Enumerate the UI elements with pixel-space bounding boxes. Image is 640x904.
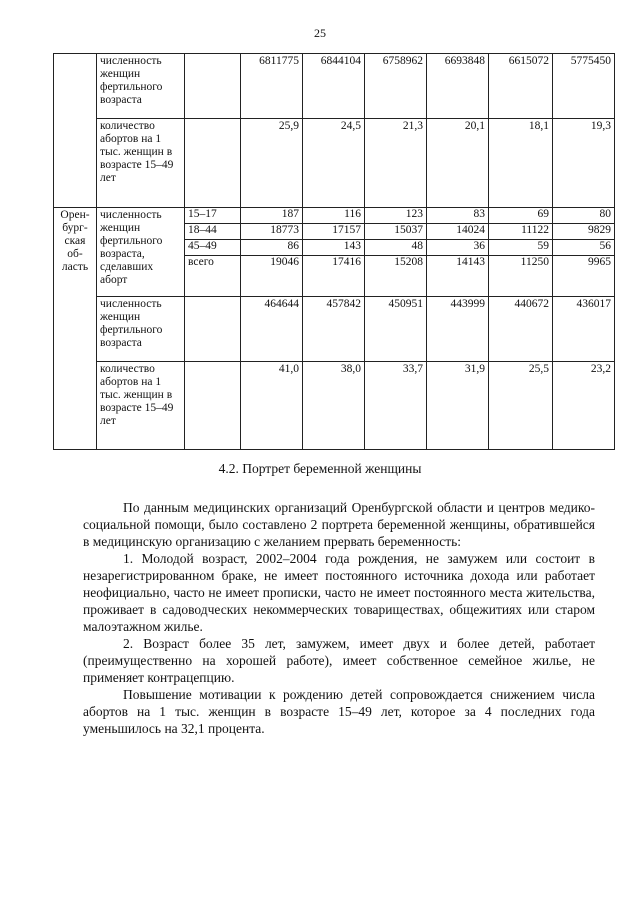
table-cell: 6758962 xyxy=(365,54,427,119)
paragraph: 2. Возраст более 35 лет, замужем, имеет двух и более детей, работает (преимущественно на хорошей работе), имеет собственное семейное жилье, не применяет контрацепцию. xyxy=(83,636,595,685)
table-cell: 14143 xyxy=(456,256,485,268)
age-cell-empty xyxy=(185,119,241,208)
table-cell: 80 xyxy=(553,208,614,224)
table-cell: 17416 xyxy=(332,256,361,268)
table-cell: 31,9 xyxy=(427,362,489,450)
table-cell: 86 xyxy=(241,240,302,256)
table-cell: 116 xyxy=(303,208,364,224)
table-cell: 440672 xyxy=(489,297,553,362)
age-cell-empty xyxy=(185,297,241,362)
row-label: количество абортов на 1 тыс. женщин в возрасте 15–49 лет xyxy=(97,119,185,208)
table-cell: 11122 xyxy=(489,224,552,240)
table-cell: 38,0 xyxy=(303,362,365,450)
age-group: 15–17 xyxy=(185,208,240,224)
table-cell: 6693848 xyxy=(427,54,489,119)
table-cell: 69 xyxy=(489,208,552,224)
table-cell: 48 xyxy=(365,240,426,256)
table-row xyxy=(54,54,615,119)
page-number: 25 xyxy=(314,26,326,40)
body-text xyxy=(83,499,595,737)
table-cell: 6615072 xyxy=(489,54,553,119)
table-cell: 464644 xyxy=(241,297,303,362)
region-cell-empty xyxy=(54,54,97,208)
paragraph: 1. Молодой возраст, 2002–2004 года рождения, не замужем или состоит в незарегистрированном браке, не имеет постоянного источника дохода или работает неофициально, часто не имеет прописки, часто не имеет постоянного места жительства, проживает в садоводческих некоммерческих товариществах, общежитиях или старом малоэтажном жилье. xyxy=(83,551,595,634)
table-cell: 15208 xyxy=(394,256,423,268)
table-cell: 21,3 xyxy=(365,119,427,208)
table-cell: 14024 xyxy=(427,224,488,240)
age-group: всего xyxy=(188,256,214,268)
table-cell: 19046 xyxy=(270,256,299,268)
table-cell: 6844104 xyxy=(303,54,365,119)
table-cell: 24,5 xyxy=(303,119,365,208)
table-cell: 436017 xyxy=(553,297,615,362)
statistics-table xyxy=(53,53,615,450)
table-cell: 5775450 xyxy=(553,54,615,119)
row-label: численность женщин фертильного возраста xyxy=(97,297,185,362)
age-cell-empty xyxy=(185,54,241,119)
table-cell: 19,3 xyxy=(553,119,615,208)
table-row xyxy=(54,362,615,450)
table-cell: 83 xyxy=(427,208,488,224)
age-cell-empty xyxy=(185,362,241,450)
table-cell: 15037 xyxy=(365,224,426,240)
paragraph: По данным медицинских организаций Оренбургской области и центров медико-социальной помощи, было составлено 2 портрета беременной женщины, обратившейся в медицинскую организацию с желанием прервать беременность: xyxy=(83,500,595,549)
table-cell: 443999 xyxy=(427,297,489,362)
table-cell: 41,0 xyxy=(241,362,303,450)
age-groups xyxy=(185,208,241,297)
row-label: численность женщин фертильного возраста, сделавших аборт xyxy=(97,208,185,297)
table-cell: 457842 xyxy=(303,297,365,362)
table-cell: 56 xyxy=(553,240,614,256)
year-column xyxy=(365,208,427,297)
table-cell: 450951 xyxy=(365,297,427,362)
row-label: количество абортов на 1 тыс. женщин в возрасте 15–49 лет xyxy=(97,362,185,450)
table-cell: 36 xyxy=(427,240,488,256)
table-cell: 11250 xyxy=(520,256,549,268)
row-label: численность женщин фертильного возраста xyxy=(97,54,185,119)
table-row xyxy=(54,208,615,297)
table-row xyxy=(54,119,615,208)
paragraph: Повышение мотивации к рождению детей сопровождается снижением числа абортов на 1 тыс. женщин в возрасте 15–49 лет, которое за 4 последних года уменьшилось на 32,1 процента. xyxy=(83,687,595,736)
table-cell: 17157 xyxy=(303,224,364,240)
table-cell: 18,1 xyxy=(489,119,553,208)
year-column xyxy=(489,208,553,297)
table-cell: 123 xyxy=(365,208,426,224)
table-cell: 25,9 xyxy=(241,119,303,208)
year-column xyxy=(241,208,303,297)
table-cell: 33,7 xyxy=(365,362,427,450)
table-cell: 59 xyxy=(489,240,552,256)
year-column xyxy=(553,208,615,297)
table-cell: 6811775 xyxy=(241,54,303,119)
table-cell: 23,2 xyxy=(553,362,615,450)
year-column xyxy=(303,208,365,297)
age-group: 45–49 xyxy=(185,240,240,256)
table-cell: 20,1 xyxy=(427,119,489,208)
age-group: 18–44 xyxy=(185,224,240,240)
table-cell: 143 xyxy=(303,240,364,256)
table-cell: 18773 xyxy=(241,224,302,240)
table-cell: 25,5 xyxy=(489,362,553,450)
table-row xyxy=(54,297,615,362)
table-cell: 9965 xyxy=(588,256,611,268)
section-heading: 4.2. Портрет беременной женщины xyxy=(218,461,422,476)
region-cell: Орен-бург-ская об-ласть xyxy=(54,208,97,450)
table-cell: 9829 xyxy=(553,224,614,240)
table-cell: 187 xyxy=(241,208,302,224)
year-column xyxy=(427,208,489,297)
